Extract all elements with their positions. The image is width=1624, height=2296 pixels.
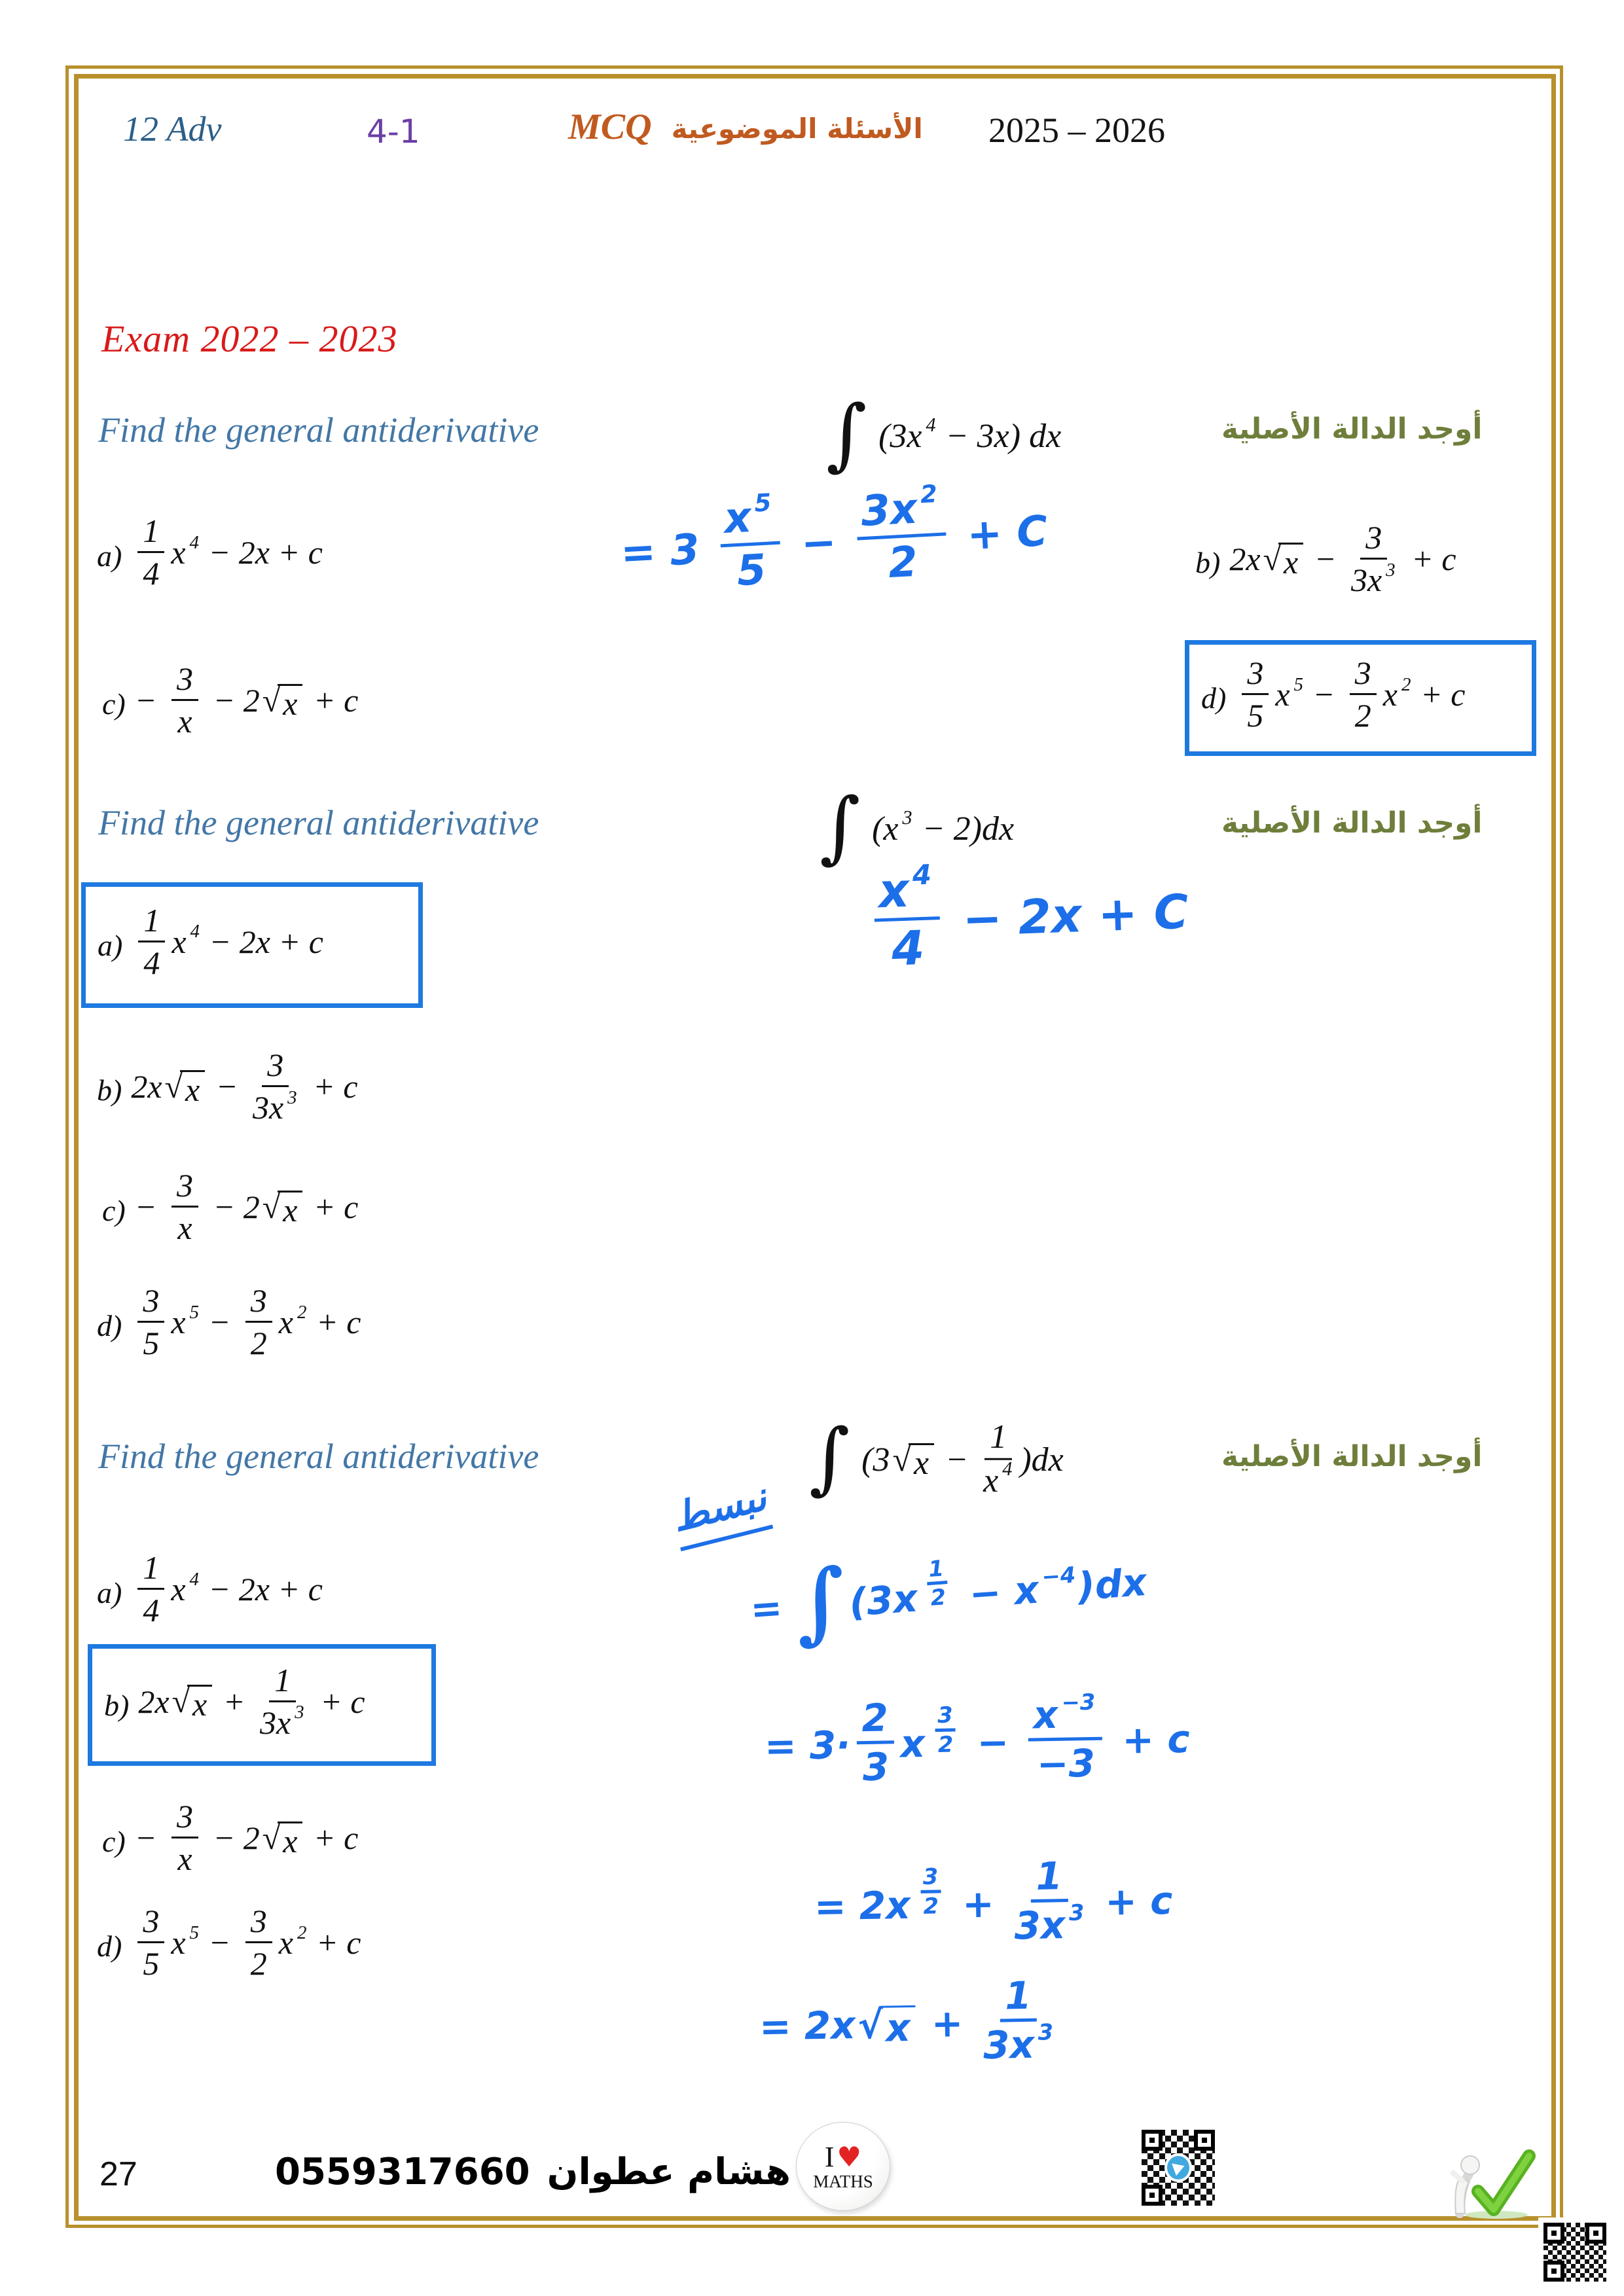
figure-with-green-check-icon [1431,2148,1536,2219]
grade-label: 12 Adv [123,109,222,149]
teacher-name: هشام عطوان [547,2151,791,2193]
q3-handwritten-simplify-ar: نبسط [668,1474,774,1552]
q3-answer-box-b [88,1644,436,1766]
teacher-contact [275,2151,791,2193]
q3-handwritten-line-3: = 2x $\frac{3}{2}$ + $\frac{1}{3x 3}$ + c [814,1854,1173,1948]
logo-text: MATHS [813,2171,873,2191]
qr-finder-icon [1543,2261,1564,2282]
option-label: b) [104,1688,130,1722]
option-formula: $\frac{1}{4}$ x 4 − 2x + c [131,1555,323,1630]
option-label: c) [102,687,126,721]
option-formula: − $\frac{3}{x}$ − 2 √ x + c [134,1798,359,1877]
qr-finder-icon [1585,2223,1606,2244]
q2-option-b [97,1039,358,1141]
option-label: d) [1201,681,1227,715]
option-formula: 2x √ x + $\frac{1}{3x 3}$ + c [138,1661,365,1741]
logo-letter: I [824,2140,835,2173]
q1-prompt-ar: أوجد الدالة الأصلية [1221,412,1483,446]
heart-icon: ♥ [837,2140,862,2173]
q3-option-c [102,1791,358,1892]
q2-prompt-ar: أوجد الدالة الأصلية [1221,806,1483,840]
q3-handwritten-line-4: = 2x √ x + $\frac{1}{3x 3}$ [759,1973,1054,2068]
q3-prompt-ar: أوجد الدالة الأصلية [1221,1440,1483,1473]
qr-finder-icon [1194,2130,1215,2151]
option-label: c) [102,1825,126,1858]
q3-option-a [97,1542,323,1643]
option-formula: 2x √ x − $\frac{3}{3x 3}$ + c [131,1047,358,1126]
teacher-phone: 0559317660 [275,2151,530,2193]
i-love-maths-logo [796,2122,890,2211]
checkmark-figure [1431,2148,1536,2219]
option-label: d) [97,1929,122,1963]
option-label: c) [102,1194,126,1227]
option-label: a) [98,928,123,962]
q1-option-b [1195,512,1456,613]
option-formula: $\frac{3}{5}$ x 5 − $\frac{3}{2}$ x 2 + c [131,1909,361,1984]
q1-answer-box-d [1185,640,1536,756]
telegram-icon [1164,2153,1193,2182]
q2-answer-box-a [81,882,423,1008]
option-formula: $\frac{1}{4}$ x 4 − 2x + c [132,908,323,983]
school-years: 2025 – 2026 [988,111,1165,150]
q3-handwritten-line-2: = 3· $\frac{2}{3}$ x $\frac{3}{2}$ − $\frac{x -3}{-3}$ + c [764,1689,1191,1790]
qr-finder-icon [1142,2130,1163,2151]
option-label: a) [97,1576,122,1609]
option-formula: − $\frac{3}{x}$ − 2 √ x + c [134,660,359,740]
corner-qr-code [1538,2217,1612,2287]
q3-handwritten-line-1: = ∫(3x $\frac{1}{2}$ − x−4)dx [749,1549,1148,1655]
q3-prompt-en: Find the general antiderivative [98,1437,539,1476]
q1-handwritten-solution: = 3 $\frac{x5}{5}$ − $\frac{3x2}{2}$ + C [619,480,1049,596]
option-formula: 2x √ x − $\frac{3}{3x 3}$ + c [1229,519,1456,598]
page-number: 27 [99,2155,137,2193]
q2-option-c [102,1160,358,1261]
q3-integral: ∫ (3 √ x − $\frac{1}{x 4}$ )dx [809,1412,1064,1504]
unit-number: 4-1 [367,113,420,151]
option-label: d) [97,1309,122,1342]
option-formula: − $\frac{3}{x}$ − 2 √ x + c [134,1167,359,1246]
option-formula: $\frac{3}{5}$ x 5 − $\frac{3}{2}$ x 2 + c [131,1288,361,1363]
option-formula: $\frac{3}{5}$ x 5 − $\frac{3}{2}$ x 2 + c [1235,660,1465,736]
course-title-en: MCQ [568,107,652,147]
q1-integral: ∫ (3x 4 − 3x) dx [826,389,1062,480]
q2-handwritten-solution: $\frac{x4}{4}$ − 2x + C [866,863,1190,979]
option-label: b) [1195,546,1221,579]
q1-option-c [102,653,358,755]
option-label: b) [97,1073,122,1107]
q1-option-a [97,505,323,607]
qr-finder-icon [1142,2185,1163,2206]
q2-prompt-en: Find the general antiderivative [98,803,539,842]
q1-prompt-en: Find the general antiderivative [98,410,539,450]
course-title-ar: الأسئلة الموضوعية [671,112,923,145]
q2-integral: ∫ (x 3 − 2)dx [820,781,1015,873]
q3-option-d [97,1895,361,1997]
exam-label: Exam 2022 – 2023 [101,317,398,360]
option-formula: $\frac{1}{4}$ x 4 − 2x + c [131,518,323,594]
course-title [568,106,923,148]
telegram-qr-code [1136,2125,1220,2211]
q2-option-d [97,1275,361,1376]
option-label: a) [97,539,122,573]
qr-finder-icon [1543,2223,1564,2244]
